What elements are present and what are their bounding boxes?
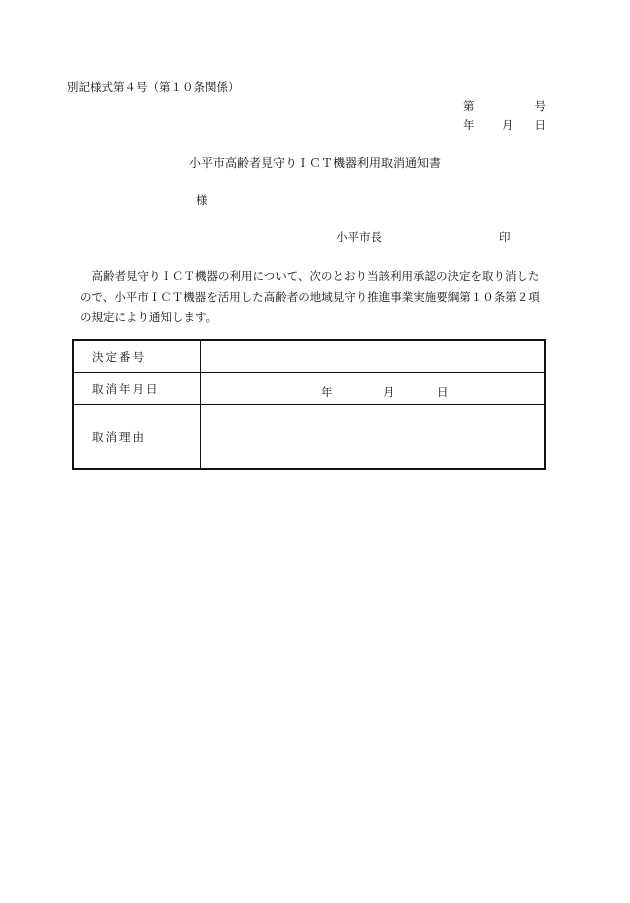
cancel-date-day: 日 xyxy=(437,385,449,399)
table-row xyxy=(73,340,545,373)
number-prefix: 第 xyxy=(463,99,475,113)
date-year: 年 xyxy=(463,118,475,132)
table-row xyxy=(73,373,545,405)
cancel-date-value xyxy=(201,373,546,405)
body-line: ので、小平市ＩＣＴ機器を活用した高齢者の地域見守り推進事業実施要綱第１０条第２項 xyxy=(80,289,540,304)
table-row xyxy=(73,405,545,470)
number-suffix: 号 xyxy=(534,99,546,113)
decision-number-value xyxy=(201,340,546,373)
cancel-date-year: 年 xyxy=(321,385,333,399)
seal-mark: 印 xyxy=(499,230,511,244)
form-label: 別記様式第４号（第１０条関係） xyxy=(67,80,240,94)
cancel-reason-label: 取消理由 xyxy=(73,405,201,470)
document-title: 小平市高齢者見守りＩＣＴ機器利用取消通知書 xyxy=(188,156,441,170)
issuer-name: 小平市長 xyxy=(336,230,382,244)
cancel-reason-value xyxy=(201,405,546,470)
body-line: の規定により通知します。 xyxy=(80,310,218,324)
notice-body xyxy=(80,266,550,328)
body-line: 高齢者見守りＩＣＴ機器の利用について、次のとおり当該利用承認の決定を取り消した xyxy=(80,269,540,283)
cancel-date-label: 取消年月日 xyxy=(73,373,201,405)
decision-number-label: 決定番号 xyxy=(73,340,201,373)
date-day: 日 xyxy=(534,118,546,132)
cancel-date-month: 月 xyxy=(383,385,395,399)
date-month: 月 xyxy=(502,118,514,132)
cancellation-table xyxy=(72,339,546,470)
addressee-suffix: 様 xyxy=(196,193,208,207)
